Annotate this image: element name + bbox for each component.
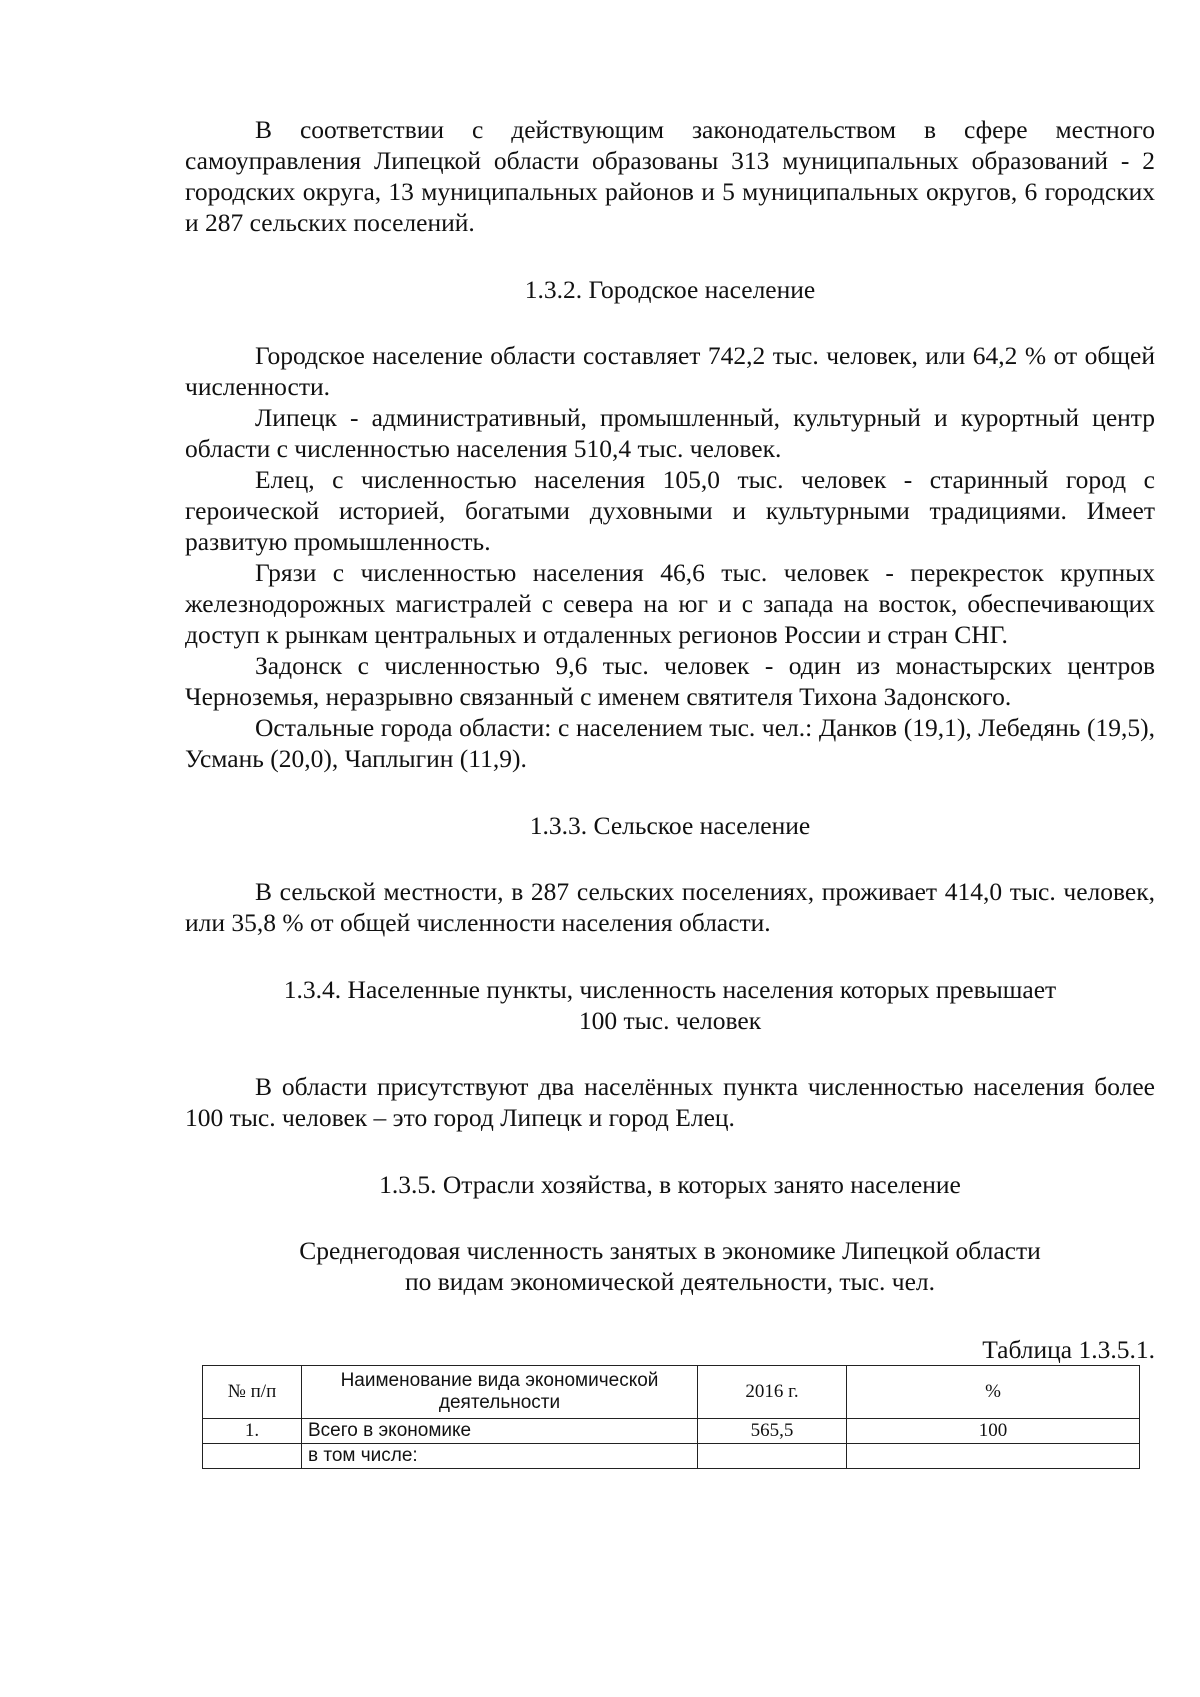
paragraph-yelets: Елец, с численностью населения 105,0 тыс. человек - старинный город с героической историей, богатыми духовными и культурными традициями. Имеет развитую промышленность. xyxy=(185,465,1155,556)
cell-number: 1. xyxy=(203,1419,302,1444)
cell-percent-value: 100 xyxy=(847,1419,1140,1444)
paragraph-large-settlements: В области присутствуют два населённых пункта численностью населения более 100 тыс. человек – это город Липецк и город Елец. xyxy=(185,1072,1155,1132)
cell-percent-value xyxy=(847,1444,1140,1469)
urban-population-section xyxy=(185,340,1155,774)
heading-rural-population: 1.3.3. Сельское население xyxy=(529,811,811,840)
intro-paragraph: В соответствии с действующим законодательством в сфере местного самоуправления Липецкой области образованы 313 муниципальных образований - 2 городских округа, 13 муниципальных районов и 5 муниципальных округов, 6 городских и 287 сельских поселений. xyxy=(185,115,1155,237)
header-number: № п/п xyxy=(203,1366,302,1419)
table-title-line2: по видам экономической деятельности, тыс. чел. xyxy=(404,1267,936,1296)
paragraph-other-towns: Остальные города области: с населением тыс. чел.: Данков (19,1), Лебедянь (19,5), Усмань (20,0), Чаплыгин (11,9). xyxy=(185,713,1155,773)
header-year: 2016 г. xyxy=(698,1366,847,1419)
heading-large-settlements xyxy=(185,974,1155,1036)
table-number: Таблица 1.3.5.1. xyxy=(982,1335,1155,1364)
cell-number xyxy=(203,1444,302,1469)
cell-year-value xyxy=(698,1444,847,1469)
cell-activity-name: в том числе: xyxy=(302,1444,698,1469)
paragraph-gryazi: Грязи с численностью населения 46,6 тыс. человек - перекресток крупных железнодорожных магистралей с севера на юг и с запада на восток, обеспечивающих доступ к рынкам центральных и отдаленных регионов России и стран СНГ. xyxy=(185,558,1155,649)
cell-year-value: 565,5 xyxy=(698,1419,847,1444)
table-title-line1: Среднегодовая численность занятых в экономике Липецкой области xyxy=(299,1236,1041,1265)
table-row xyxy=(203,1444,1140,1469)
cell-activity-name: Всего в экономике xyxy=(302,1419,698,1444)
heading-large-settlements-line1: 1.3.4. Населенные пункты, численность населения которых превышает xyxy=(283,975,1057,1004)
table-header-row xyxy=(203,1366,1140,1419)
document-page xyxy=(185,114,1155,1469)
paragraph-rural: В сельской местности, в 287 сельских поселениях, проживает 414,0 тыс. человек, или 35,8 % от общей численности населения области. xyxy=(185,877,1155,937)
paragraph-urban-share: Городское население области составляет 742,2 тыс. человек, или 64,2 % от общей численности. xyxy=(185,341,1155,401)
heading-economy-sectors: 1.3.5. Отрасли хозяйства, в которых занято население xyxy=(379,1170,961,1199)
table-title xyxy=(185,1235,1155,1297)
heading-large-settlements-line2: 100 тыс. человек xyxy=(578,1006,762,1035)
header-activity-name: Наименование вида экономической деятельности xyxy=(302,1366,698,1419)
table-row xyxy=(203,1419,1140,1444)
employment-table xyxy=(202,1365,1140,1469)
paragraph-zadonsk: Задонск с численностью 9,6 тыс. человек - один из монастырских центров Черноземья, неразрывно связанный с именем святителя Тихона Задонского. xyxy=(185,651,1155,711)
heading-urban-population: 1.3.2. Городское население xyxy=(524,275,816,304)
paragraph-lipetsk: Липецк - административный, промышленный, культурный и курортный центр области с численностью населения 510,4 тыс. человек. xyxy=(185,403,1155,463)
header-percent: % xyxy=(847,1366,1140,1419)
